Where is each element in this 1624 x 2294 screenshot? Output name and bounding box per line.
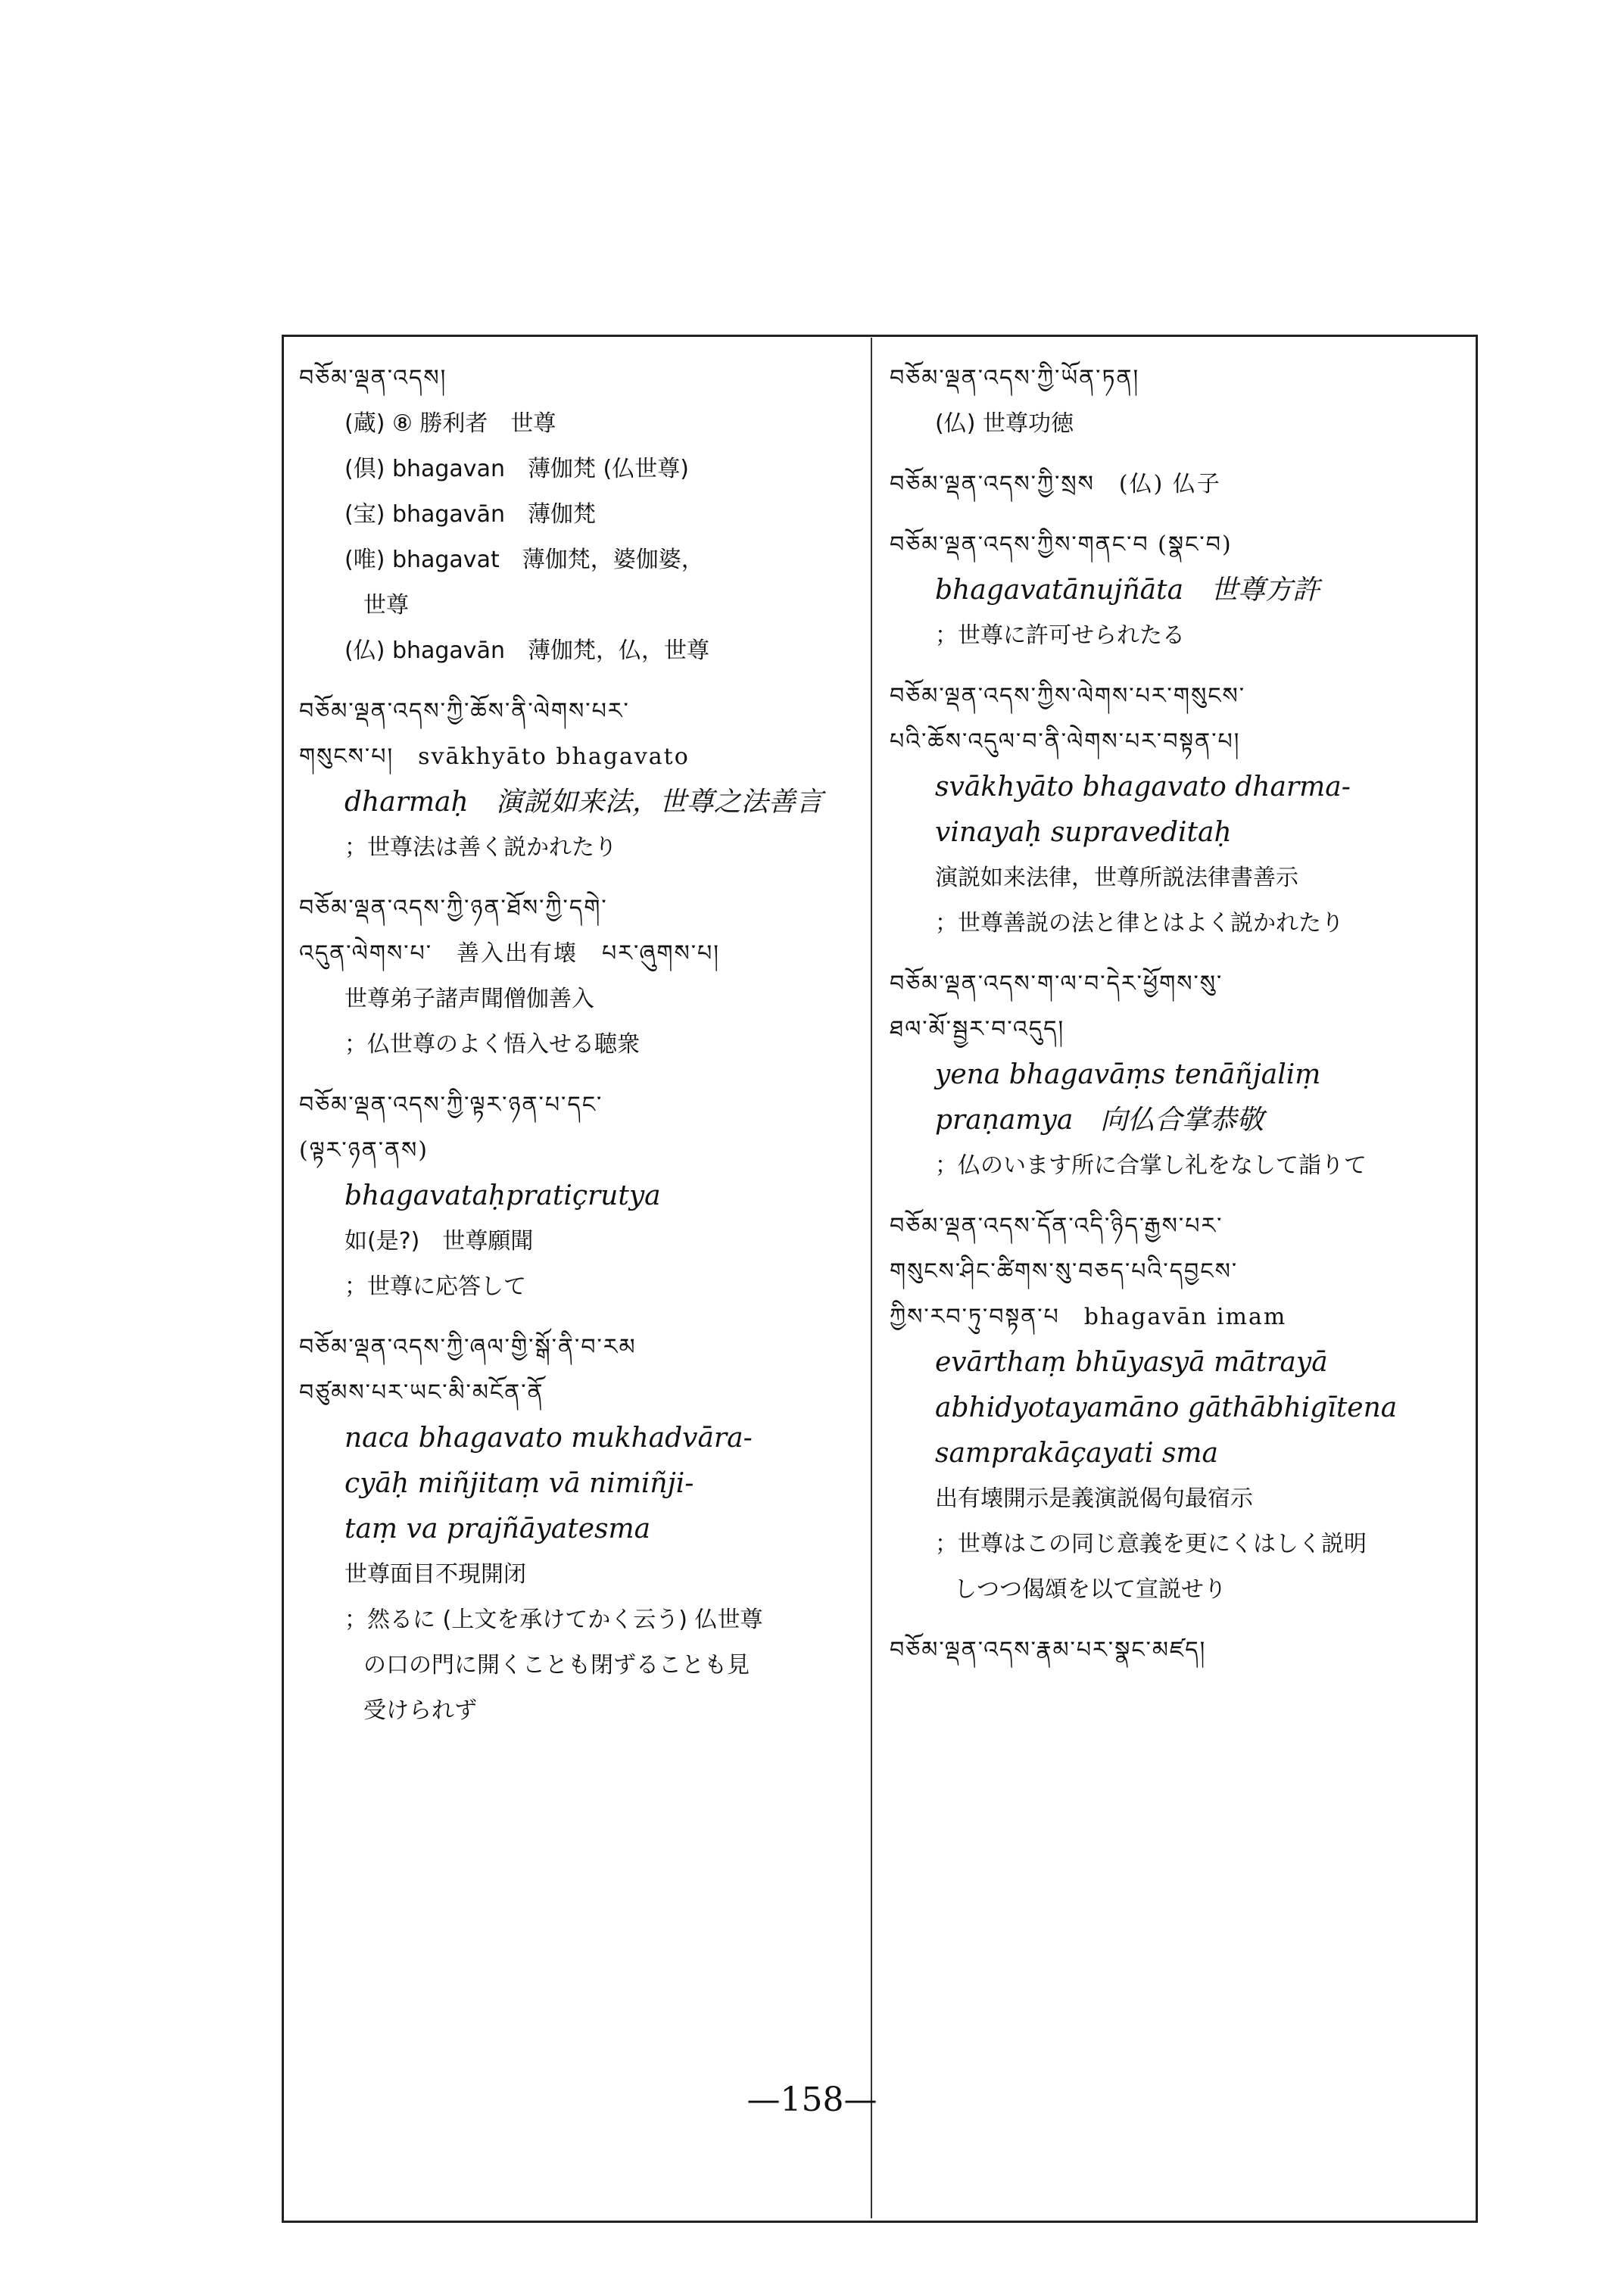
left-column [299,356,859,1749]
entry-line: བཅོམ་ལྡན་འདས་ཀྱི་ཞལ་གྱི་སྒོ་ནི་བ་རམ [299,1334,637,1361]
dictionary-entry [890,962,1465,1189]
dictionary-entry [890,1628,1465,1673]
entry-line: བཅོམ་ལྡན་འདས་ཀྱི་ཆོས་ནི་ལེགས་པར་ [299,698,630,725]
dictionary-entry [890,674,1465,946]
entry-line: evārthaṃ bhūyasyā mātrayā [935,1347,1328,1378]
entry-line: (唯) bhagavat 薄伽梵，婆伽婆， [344,547,704,573]
entry-line: བཅོམ་ལྡན་འདས་དོན་འདི་ཉིད་རྒྱས་པར་ [890,1213,1223,1239]
entry-line: བཅོམ་ལྡན་འདས་ག་ལ་བ་དེར་ཕྱོགས་སུ་ [890,971,1223,997]
entry-line: ；世尊はこの同じ意義を更にくはしく説明 [935,1531,1367,1557]
entry-line: བཅོམ་ལྡན་འདས་ཀྱི་ཉན་ཐོས་ཀྱི་དགེ་ [299,895,608,921]
dictionary-entry [299,689,859,871]
entry-line: 世尊弟子諸声聞僧伽善入 [344,986,594,1012]
entry-line: 世尊 [363,592,409,619]
dictionary-entry [890,522,1465,659]
dictionary-entry [890,462,1465,507]
entry-line: གསུངས་ཤིང་ཚིགས་སུ་བཅད་པའི་དབྱངས་ [890,1258,1239,1285]
entry-line: しつつ偈頌を以て宣説せり [954,1576,1227,1603]
entry-line: (蔵) ⑧ 勝利者 世尊 [344,410,556,437]
entry-line: གསུངས་པ། svākhyāto bhagavato [299,743,690,770]
entry-line: ；然るに (上文を承けてかく云う) 仏世尊 [344,1607,763,1633]
entry-line: ཐལ་མོ་སྦྱར་བ་འདུད། [890,1016,1065,1043]
entry-line: བཅོམ་ལྡན་འདས་ཀྱི་ལྟར་ཉན་པ་དང་ [299,1092,603,1118]
column-divider [871,338,872,2218]
entry-line: པའི་ཆོས་འདུལ་བ་ནི་ལེགས་པར་བསྟན་པ། [890,728,1241,755]
dictionary-entry [890,356,1465,447]
entry-line: བཅོམ་ལྡན་འདས་རྣམ་པར་སྣང་མཛད། [890,1637,1207,1663]
entry-line: ；世尊に応答して [344,1273,526,1300]
entry-line: ཀྱིས་རབ་ཏུ་བསྟན་པ bhagavān imam [890,1304,1287,1330]
entry-line: བཅོམ་ལྡན་འདས། [299,365,447,391]
page-number: —158— [747,2080,877,2119]
dictionary-entry [890,1204,1465,1613]
dictionary-entry [299,1083,859,1310]
entry-line: བཙུམས་པར་ཡང་མི་མངོན་ནོ [299,1379,544,1406]
entry-line: naca bhagavato mukhadvāra- [344,1423,753,1454]
entry-line: abhidyotayamāno gāthābhigītena [935,1392,1398,1423]
entry-line: འདུན་ལེགས་པ་ 善入出有壊 པར་ཞུགས་པ། [299,940,720,967]
entry-line: 出有壊開示是義演説偈句最宿示 [935,1485,1253,1512]
entry-line: ；仏世尊のよく悟入せる聴衆 [344,1031,640,1058]
entry-line: yena bhagavāṃs tenāñjaliṃ [935,1059,1321,1090]
entry-line: の口の門に開くことも閉ずることも見 [363,1652,750,1678]
right-column [890,356,1465,1688]
entry-line: 受けられず [363,1697,477,1724]
entry-line: བཅོམ་ལྡན་འདས་ཀྱི་ཡོན་ཏན། [890,365,1140,391]
entry-line: ；世尊善説の法と律とはよく説かれたり [935,910,1344,937]
entry-line: བཅོམ་ལྡན་འདས་ཀྱིས་གནང་བ (སྣང་བ) [890,531,1233,558]
entry-line: svākhyāto bhagavato dharma- [935,771,1351,803]
entry-line: dharmaḥ 演説如来法，世尊之法善言 [344,787,823,818]
entry-line: (仏) 世尊功徳 [935,410,1074,437]
entry-line: (宝) bhagavān 薄伽梵 [344,501,596,528]
dictionary-entry [299,886,859,1068]
dictionary-entry [299,356,859,674]
entry-line: བཅོམ་ལྡན་འདས་ཀྱི་སྲས (仏) 仏子 [890,471,1221,497]
entry-line: praṇamya 向仏合掌恭敬 [935,1105,1264,1136]
entry-line: ；世尊法は善く説かれたり [344,834,617,861]
entry-line: samprakāçayati sma [935,1438,1218,1469]
entry-line: vinayaḥ supraveditaḥ [935,817,1232,848]
entry-line: (仏) bhagavān 薄伽梵，仏，世尊 [344,637,709,664]
entry-line: 世尊面目不現開闭 [344,1561,526,1588]
entry-line: (ལྟར་ཉན་ནས) [299,1137,429,1164]
entry-line: 演説如来法律，世尊所説法律書善示 [935,865,1298,891]
entry-line: 如(是?) 世尊願聞 [344,1228,534,1255]
entry-line: bhagavataḥpratiçrutya [344,1180,661,1211]
entry-line: (倶) bhagavan 薄伽梵 (仏世尊) [344,456,689,482]
entry-line: ；仏のいます所に合掌し礼をなして詣りて [935,1152,1367,1179]
entry-line: བཅོམ་ལྡན་འདས་ཀྱིས་ལེགས་པར་གསུངས་ [890,683,1246,709]
entry-line: bhagavatānujñāta 世尊方許 [935,575,1320,606]
entry-line: cyāḥ miñjitaṃ vā nimiñji- [344,1468,694,1499]
entry-line: taṃ va prajñāyatesma [344,1513,651,1544]
dictionary-entry [299,1325,859,1734]
entry-line: ；世尊に許可せられたる [935,622,1185,649]
